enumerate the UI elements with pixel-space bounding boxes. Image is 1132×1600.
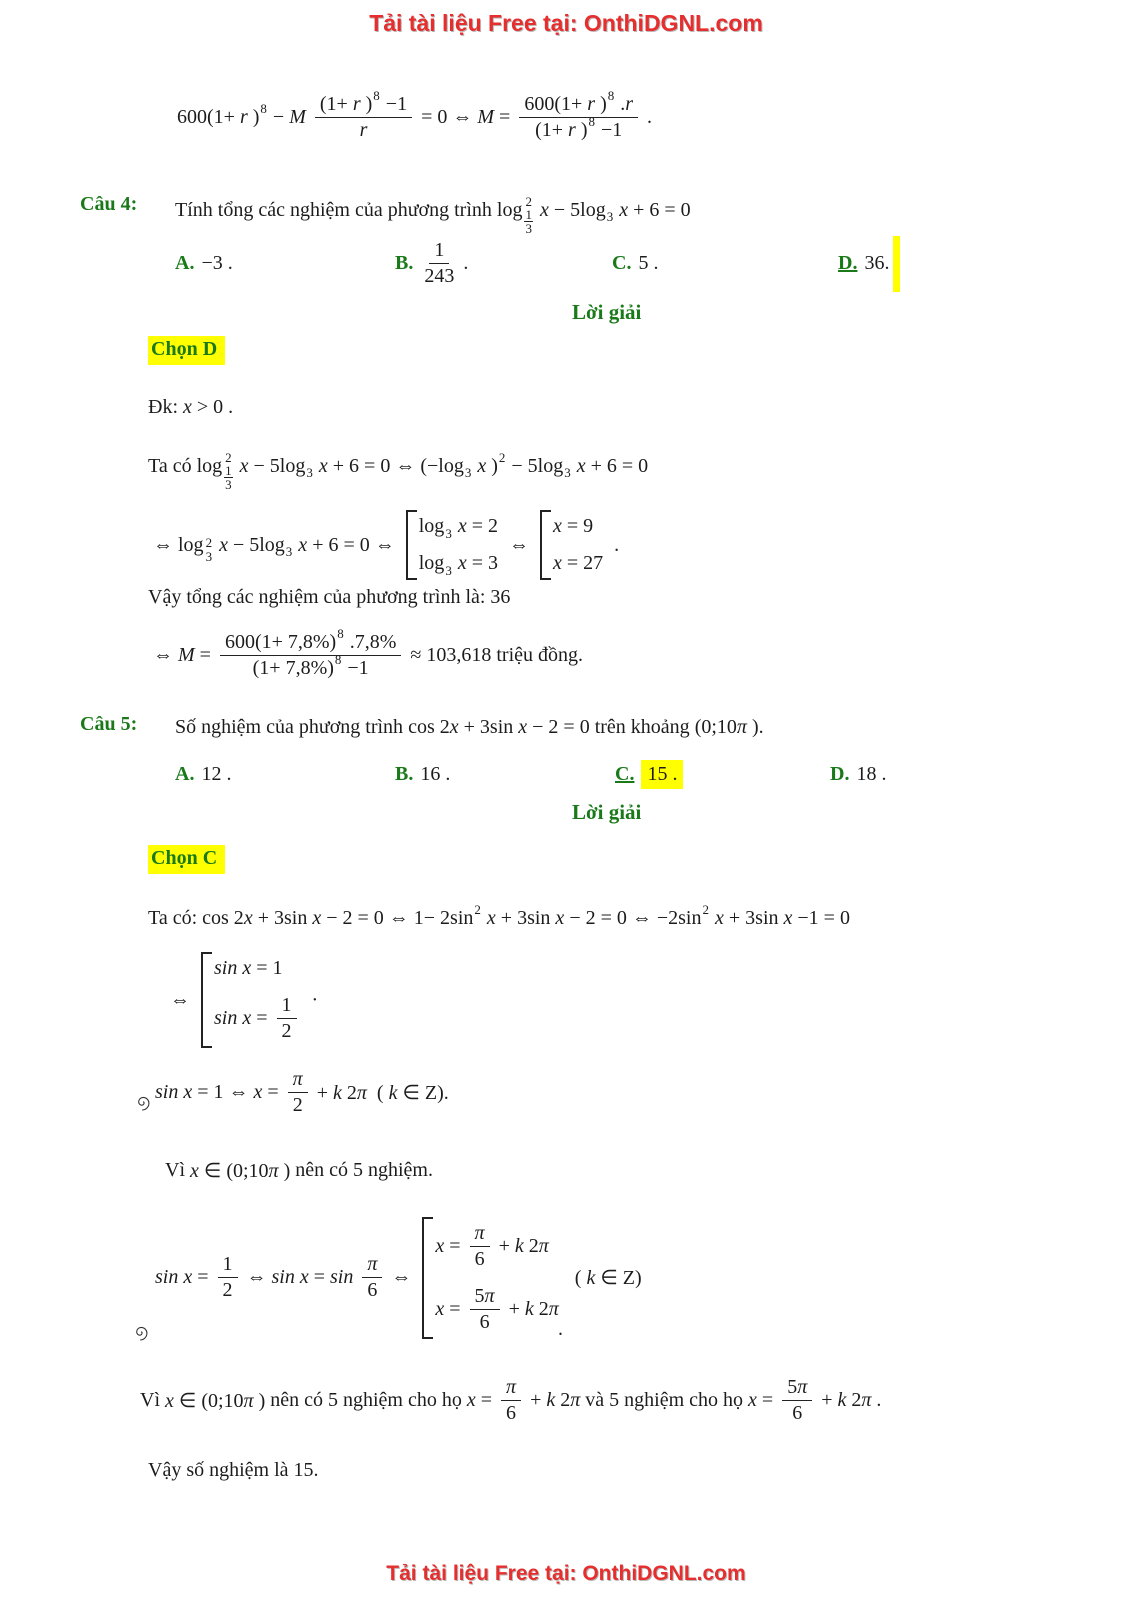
q4-answer-b-value: $\frac{1}{243}$ . bbox=[424, 238, 469, 287]
q4-answer-b bbox=[395, 232, 468, 294]
q5-system-1: ⇔ sin x = 1 sin x = $\frac{1}{2}$ · bbox=[170, 950, 318, 1050]
q5-answer-c-letter: C. bbox=[615, 762, 635, 785]
q4-answer-a-value: −3 . bbox=[201, 251, 233, 274]
q5-choice-badge: Chọn C bbox=[148, 845, 225, 874]
q4-answer-d bbox=[838, 232, 889, 294]
q5-answer-b-letter: B. bbox=[395, 762, 414, 785]
q5-system-2: sin x = $\frac{1}{2}$ ⇔ sin x = sin $\frac{\pi}{6}$ ⇔ x = $\frac{\pi}{6}$ + k 2π x = $\frac{5\pi}{6}$ + k 2π ( k ∈ Z) bbox=[155, 1205, 642, 1350]
q4-answer-b-letter: B. bbox=[395, 251, 414, 274]
q5-answer-b bbox=[395, 752, 450, 796]
spiral-anchor-icon bbox=[134, 1094, 152, 1112]
q5-vi1-line: Vì x ∈ (0;10π ) nên có 5 nghiệm. bbox=[165, 1158, 433, 1182]
q5-taco-line: Ta có: cos 2x + 3sin x − 2 = 0 ⇔ 1− 2sin 2 x + 3sin x − 2 = 0 ⇔ −2sin 2 x + 3sin x −1 = 0 bbox=[148, 902, 850, 929]
q5-vi2-line: Vì x ∈ (0;10π ) nên có 5 nghiệm cho họ x = $\frac{\pi}{6}$ + k 2π và 5 nghiệm cho họ x = $\frac{5\pi}{6}$ + k 2π . bbox=[140, 1375, 882, 1424]
q4-answer-c-letter: C. bbox=[612, 251, 632, 274]
equation-interest-formula: 600(1+ r ) 8 − M (1+ r ) 8 −1 r = 0 ⇔ M = 600(1+ r ) 8 .r (1+ r ) 8 −1 . bbox=[177, 88, 653, 141]
question-5-stem: Số nghiệm của phương trình cos 2x + 3sin x − 2 = 0 trên khoảng (0;10π ) . bbox=[175, 715, 764, 738]
q5-answer-d bbox=[830, 752, 886, 796]
question-4-label: Câu 4: bbox=[80, 193, 138, 215]
q5-system-2-period: . bbox=[558, 1318, 563, 1340]
q4-solution-heading: Lời giải bbox=[572, 300, 642, 324]
q5-answer-a bbox=[175, 752, 231, 796]
q4-condition-line: Đk: x > 0 . bbox=[148, 395, 234, 418]
q5-answer-c bbox=[615, 752, 683, 796]
q5-sinx1-line: sin x = 1 ⇔ x = $\frac{\pi}{2}$ + k 2π ( k ∈ Z). bbox=[155, 1067, 449, 1116]
q4-taco-line: Ta có log 2 $\frac{1}{3}$ x − 5log 3 x + 6 = 0 ⇔ (−log 3 x ) 2 − 5log 3 x + 6 = 0 bbox=[148, 449, 649, 493]
q4-answer-a-letter: A. bbox=[175, 251, 195, 274]
q4-choice-badge: Chọn D bbox=[148, 336, 225, 365]
q4-conclusion: Vậy tổng các nghiệm của phương trình là: 36 bbox=[148, 585, 511, 608]
q4-answer-d-value: 36. bbox=[864, 251, 890, 274]
q5-answer-c-value: 15 . bbox=[641, 760, 683, 789]
q4-answer-c bbox=[612, 232, 658, 294]
q5-answer-b-value: 16 . bbox=[420, 762, 451, 785]
q4-system-line: ⇔ log 2 3 x − 5log 3 x + 6 = 0 ⇔ log 3 x = 2 log 3 x = 3 ⇔ x = 9 x = 27 . bbox=[153, 505, 619, 585]
header-banner: Tải tài liệu Free tại: OnthiDGNL.com bbox=[369, 10, 763, 36]
question-5-label: Câu 5: bbox=[80, 713, 138, 735]
question-4-stem: Tính tổng các nghiệm của phương trình log 2 $\frac{1}{3}$ x − 5log 3 x + 6 = 0 bbox=[175, 193, 691, 237]
spiral-anchor-icon bbox=[132, 1324, 150, 1342]
q5-conclusion: Vậy số nghiệm là 15. bbox=[148, 1458, 319, 1481]
q4-answer-a bbox=[175, 232, 233, 294]
q4-answer-d-letter: D. bbox=[838, 251, 858, 274]
q5-answer-a-value: 12 . bbox=[201, 762, 232, 785]
q5-answer-a-letter: A. bbox=[175, 762, 195, 785]
q5-solution-heading: Lời giải bbox=[572, 800, 642, 824]
q4-answer-c-value: 5 . bbox=[638, 251, 659, 274]
q5-answer-d-letter: D. bbox=[830, 762, 850, 785]
cursor-highlight-bar bbox=[893, 236, 900, 292]
q4-money-equation: ⇔ M = 600(1+ 7,8%) 8 .7,8% (1+ 7,8%) 8 −1 ≈ 103,618 triệu đồng. bbox=[153, 626, 584, 679]
q5-answer-d-value: 18 . bbox=[856, 762, 887, 785]
footer-banner: Tải tài liệu Free tại: OnthiDGNL.com bbox=[386, 1562, 746, 1585]
